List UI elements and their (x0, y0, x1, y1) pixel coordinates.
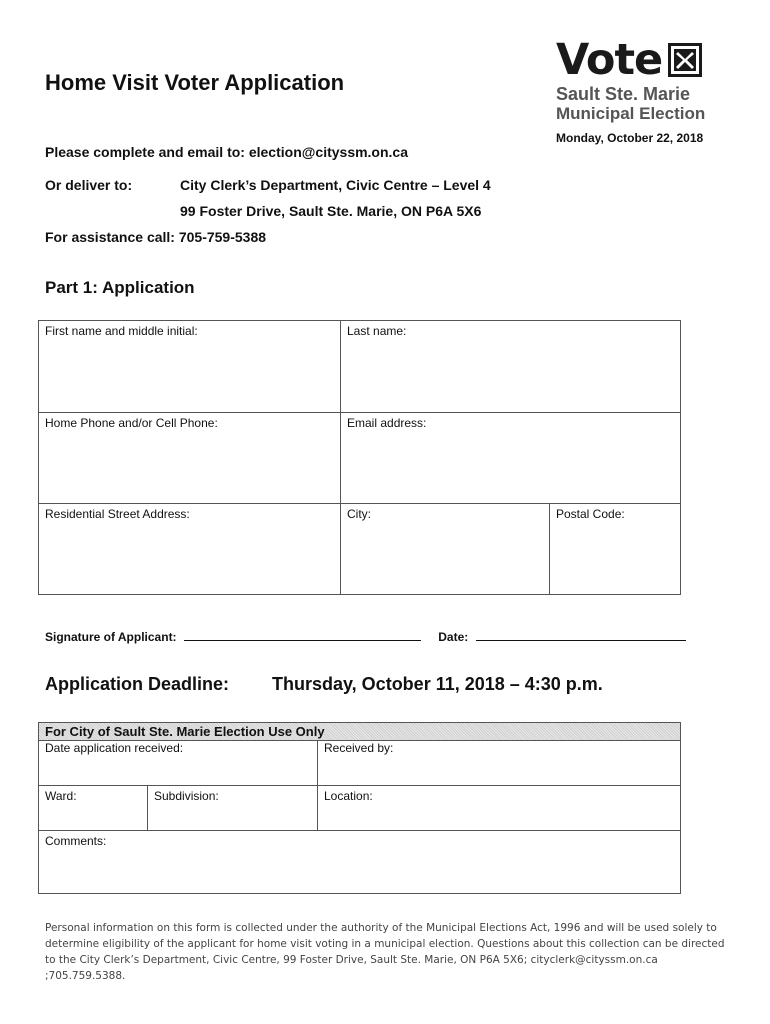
vote-logo (556, 35, 716, 145)
date-received-field[interactable] (39, 740, 318, 786)
deliver-label: Or deliver to: (45, 177, 133, 193)
subdivision-field[interactable] (148, 786, 318, 831)
postal-code-field[interactable] (550, 504, 680, 594)
phone-field[interactable] (39, 413, 341, 504)
date-received-label: Date application received: (45, 741, 184, 755)
logo-word: Vote (556, 35, 663, 85)
comments-label: Comments: (45, 834, 107, 848)
signature-row (45, 628, 686, 644)
ward-field[interactable] (39, 786, 148, 831)
street-address-label: Residential Street Address: (45, 507, 190, 521)
last-name-field[interactable] (341, 321, 680, 413)
ballot-x-icon (668, 43, 702, 77)
postal-code-label: Postal Code: (556, 507, 625, 521)
signature-label: Signature of Applicant: (45, 630, 177, 644)
office-use-heading: For City of Sault Ste. Marie Election Use Only (39, 723, 680, 741)
first-name-field[interactable] (39, 321, 341, 413)
page-title: Home Visit Voter Application (45, 70, 345, 95)
deadline-value: Thursday, October 11, 2018 – 4:30 p.m. (272, 674, 603, 694)
date-label: Date: (438, 630, 469, 644)
date-line[interactable] (476, 628, 686, 641)
ward-label: Ward: (45, 789, 77, 803)
logo-election: Municipal Election (556, 104, 706, 123)
email-instructions: Please complete and email to: election@cityssm.on.ca (45, 144, 409, 160)
office-use-grid (38, 722, 681, 894)
first-name-label: First name and middle initial: (45, 324, 198, 338)
deliver-address-line1: City Clerk’s Department, Civic Centre – Level 4 (180, 177, 491, 193)
city-label: City: (347, 507, 371, 521)
privacy-notice: Personal information on this form is collected under the authority of the Municipal Elections Act, 1996 and will be used solely to determine eligibility of the applicant for home visit voting in a municipal election. Questions about this collection can be directed to the City Clerk’s Department, Civic Centre, 99 Foster Drive, Sault Ste. Marie, ON P6A 5X6; cityclerk@cityssm.on.ca ;705.759.5388. (45, 922, 725, 982)
comments-field[interactable] (39, 831, 680, 893)
logo-city: Sault Ste. Marie (556, 84, 691, 104)
location-label: Location: (324, 789, 373, 803)
last-name-label: Last name: (347, 324, 407, 338)
part1-heading: Part 1: Application (45, 278, 195, 297)
location-field[interactable] (318, 786, 680, 831)
email-field[interactable] (341, 413, 680, 504)
deliver-address-line2: 99 Foster Drive, Sault Ste. Marie, ON P6A 5X6 (180, 203, 482, 219)
deadline-label: Application Deadline: (45, 674, 230, 694)
subdivision-label: Subdivision: (154, 789, 219, 803)
received-by-field[interactable] (318, 740, 680, 786)
election-date: Monday, October 22, 2018 (556, 131, 704, 145)
signature-line[interactable] (184, 628, 421, 641)
application-grid (38, 320, 681, 595)
assistance-phone: For assistance call: 705-759-5388 (45, 229, 267, 245)
city-field[interactable] (341, 504, 550, 594)
email-label: Email address: (347, 416, 427, 430)
street-address-field[interactable] (39, 504, 341, 594)
received-by-label: Received by: (324, 741, 394, 755)
phone-label: Home Phone and/or Cell Phone: (45, 416, 218, 430)
